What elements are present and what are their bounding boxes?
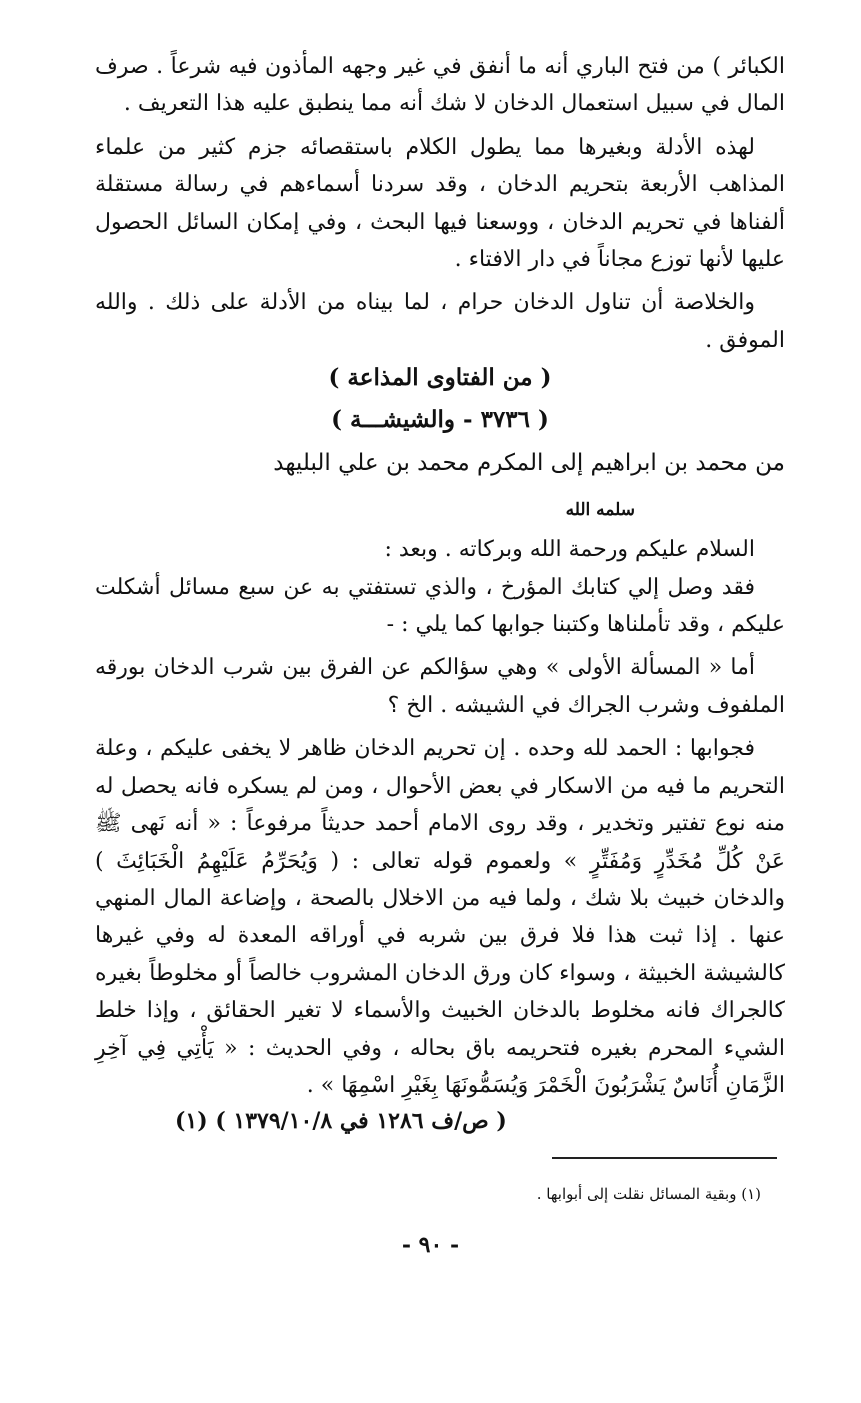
greeting-line: السلام عليكم ورحمة الله وبركاته . وبعد :	[384, 537, 755, 563]
paragraph-first-question: أما « المسألة الأولى » وهي سؤالكم عن الفرق بين شرب الدخان بورقه الملفوف وشرب الجراك في الشيشه . الخ ؟	[95, 655, 785, 718]
paragraph-answer: فجوابها : الحمد لله وحده . إن تحريم الدخان ظاهر لا يخفى عليكم ، وعلة التحريم ما فيه من الاسكار في بعض الأحوال ، ومن لم يسكره فانه يحصل له منه نوع تفتير وتخدير ، وقد روى الامام أحمد حديثاً مرفوعاً : « أنه نَهى ﷺ عَنْ كُلِّ مُخَدِّرٍ وَمُفَتِّرٍ » ولعموم قوله تعالى : ( وَيُحَرِّمُ عَلَيْهِمُ الْخَبَائِثَ ) والدخان خبيث بلا شك ، ولما فيه من الاخلال بالصحة ، وإضاعة المال المنهي عنها . إذا ثبت هذا فلا فرق بين شربه في أوراقه المعدة له وفي غيرها كالشيشة الخبيثة ، وسواء كان ورق الدخان المشروب خالصاً أو مخلوطاً بغيره كالجراك فانه مخلوط بالدخان الخبيث والأسماء لا تغير الحقائق ، وإذا خلط الشيء المحرم بغيره فتحريمه باق بحاله ، وفي الحديث : « يَأْتِي فِي آخِرِ الزَّمَانِ أُنَاسٌ يَشْرَبُونَ الْخَمْرَ وَيُسَمُّونَهَا بِغَيْرِ اسْمِهَا » .	[95, 736, 785, 1098]
footnote-divider	[552, 1157, 777, 1159]
fatwa-reference: ( ص/ف ١٢٨٦ في ١٣٧٩/١٠/٨ ) (١)	[175, 1108, 507, 1135]
salutation-note: سلمه الله	[565, 500, 635, 521]
source-note: ( من الفتاوى المذاعة )	[328, 364, 552, 392]
fatwa-heading: ( ٣٧٣٦ - والشيشـــة )	[331, 406, 549, 434]
footnote: (١) وبقية المسائل نقلت إلى أبوابها .	[536, 1185, 761, 1203]
paragraph-evidence: لهذه الأدلة وبغيرها مما يطول الكلام باستقصائه جزم كثير من علماء المذاهب الأربعة بتحريم الدخان ، وقد سردنا أسماءهم في رسالة مستقلة ألفناها في تحريم الدخان ، ووسعنا فيها البحث ، وفي إمكان السائل الحصول عليها لأنها توزع مجاناً في دار الافتاء .	[95, 134, 785, 273]
page-number: - ٩٠ -	[401, 1232, 460, 1258]
paragraph-intro: الكبائر ) من فتح الباري أنه ما أنفق في غير وجهه المأذون فيه شرعاً . صرف المال في سبيل استعمال الدخان لا شك أنه مما ينطبق عليه هذا التعريف .	[95, 54, 785, 117]
paragraph-conclusion: والخلاصة أن تناول الدخان حرام ، لما بيناه من الأدلة على ذلك . والله الموفق .	[95, 290, 785, 353]
page-body	[95, 48, 785, 1138]
from-line: من محمد بن ابراهيم إلى المكرم محمد بن علي البليهد	[273, 450, 785, 477]
paragraph-letter-received: فقد وصل إلي كتابك المؤرخ ، والذي تستفتي به عن سبع مسائل أشكلت عليكم ، وقد تأملناها وكتبنا جوابها كما يلي : -	[95, 574, 785, 638]
